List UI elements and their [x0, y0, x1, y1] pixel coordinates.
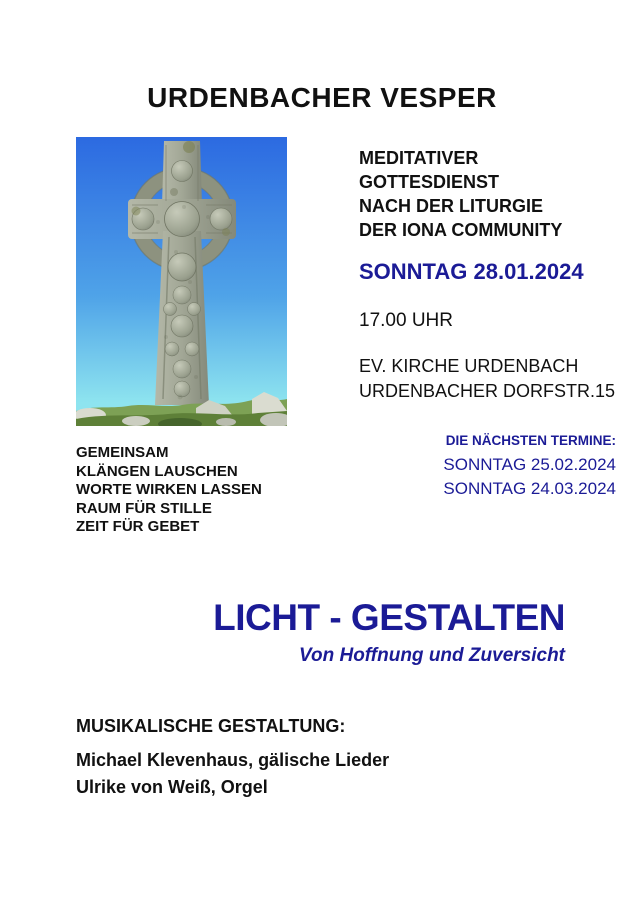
music-heading: MUSIKALISCHE GESTALTUNG: — [76, 716, 346, 736]
page-title: URDENBACHER VESPER — [147, 82, 497, 113]
service-description — [359, 146, 562, 242]
event-time: 17.00 UHR — [359, 310, 453, 331]
motto-line: GEMEINSAM — [76, 444, 169, 461]
next-date: SONNTAG 25.02.2024 — [443, 455, 616, 474]
motto-line: KLÄNGEN LAUSCHEN — [76, 462, 238, 480]
performer-line: Ulrike von Weiß, Orgel — [76, 777, 268, 797]
motto-line: RAUM FÜR STILLE — [76, 499, 212, 517]
event-location — [359, 354, 615, 404]
next-dates-heading: DIE NÄCHSTEN TERMINE: — [445, 433, 616, 448]
performer-line: Michael Klevenhaus, gälische Lieder — [76, 750, 390, 770]
music-block — [76, 716, 389, 801]
theme-title: LICHT - GESTALTEN — [213, 597, 565, 638]
theme-subtitle: Von Hoffnung und Zuversicht — [299, 645, 565, 666]
motto-line: ZEIT FÜR GEBET — [76, 518, 200, 535]
location-line: URDENBACHER DORFSTR.15 — [359, 381, 616, 401]
theme-block — [213, 597, 565, 667]
service-line: MEDITATIVER — [359, 148, 479, 168]
celtic-cross-illustration — [76, 137, 287, 426]
motto-line: WORTE WIRKEN LASSEN — [76, 481, 262, 498]
next-date: SONNTAG 24.03.2024 — [443, 479, 616, 498]
service-line: NACH DER LITURGIE — [359, 196, 543, 216]
next-dates-block — [443, 433, 616, 501]
celtic-cross-photo — [76, 137, 287, 426]
location-line: EV. KIRCHE URDENBACH — [359, 356, 579, 376]
service-line: GOTTESDIENST — [359, 172, 500, 192]
service-line: DER IONA COMMUNITY — [359, 220, 563, 240]
event-date: SONNTAG 28.01.2024 — [359, 259, 584, 284]
motto-block — [76, 444, 262, 537]
